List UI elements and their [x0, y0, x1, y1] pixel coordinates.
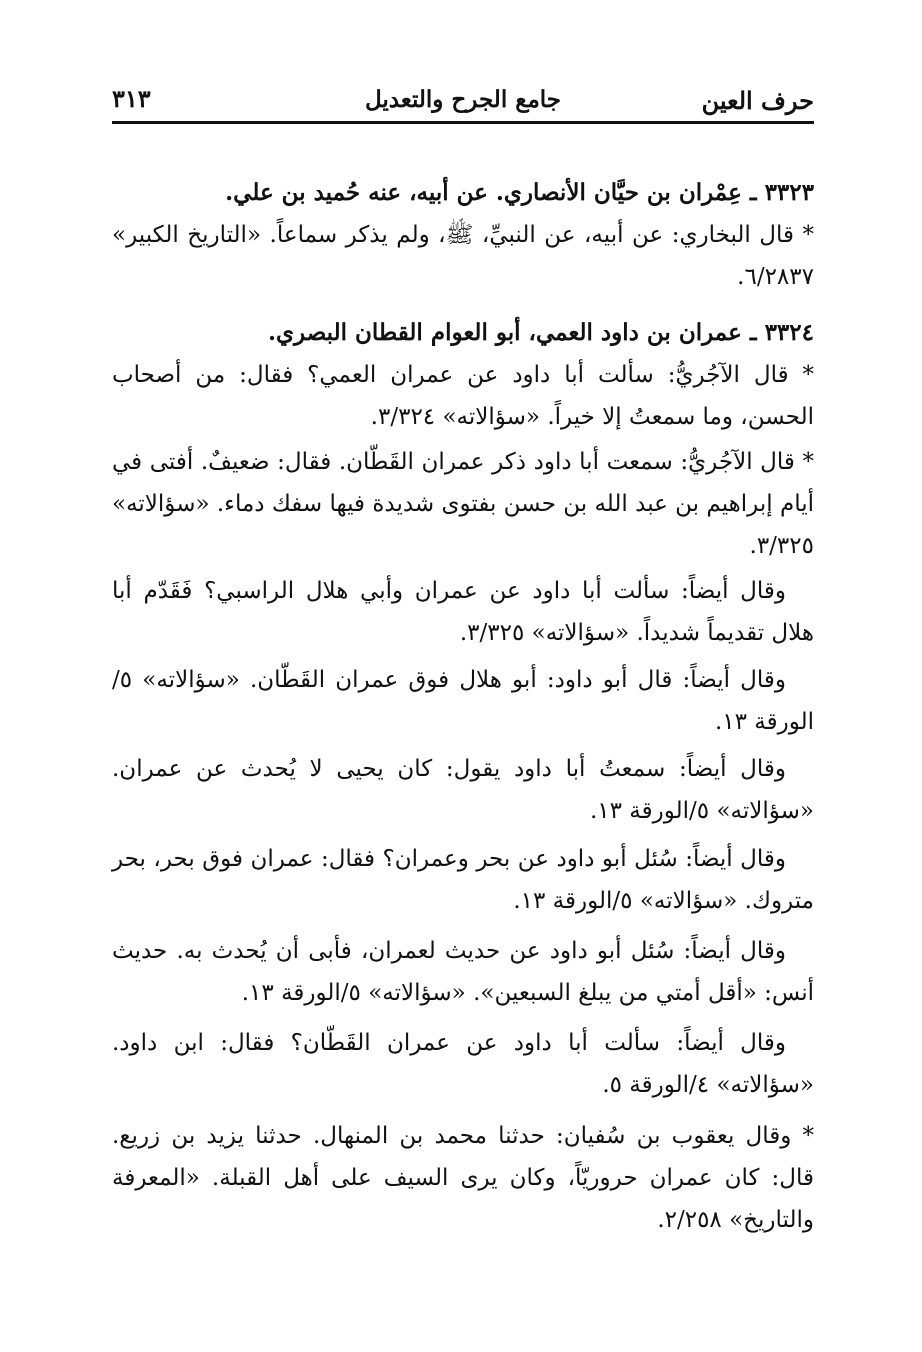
book-title: جامع الجرح والتعديل [364, 86, 562, 113]
entry-also-said-1: وقال أيضاً: سألت أبا داود عن عمران وأبي هلال الراسبي؟ فَقَدّم أبا هلال تقديماً شديداً. «سؤالاته» ٣/٣٢٥. [112, 578, 814, 646]
entry-also-said-5: وقال أيضاً: سُئل أبو داود عن حديث لعمران، فأبى أن يُحدث به. حديث أنس: «أقل أمتي من يبلغ السبعين». «سؤالاته» ٥/الورقة ١٣. [112, 938, 814, 1006]
entry-also-said-2: وقال أيضاً: قال أبو داود: أبو هلال فوق عمران القَطّان. «سؤالاته» ٥/الورقة ١٣. [112, 667, 814, 735]
page-header [112, 82, 814, 118]
entry-heading-3324: ٣٣٢٤ ـ عمران بن داود العمي، أبو العوام القطان البصري. [268, 319, 814, 346]
entry-yaqub-quote: * وقال يعقوب بن سُفيان: حدثنا محمد بن المنهال. حدثنا يزيد بن زريع. قال: كان عمران حروريّاً، وكان يرى السيف على أهل القبلة. «المعرفة والتاريخ» ٢/٢٥٨. [112, 1123, 814, 1233]
header-rule [112, 121, 814, 124]
entry-ajurri-quote-1: * قال الآجُريُّ: سألت أبا داود عن عمران العمي؟ فقال: من أصحاب الحسن، وما سمعتُ إلا خيراً. «سؤالاته» ٣/٣٢٤. [112, 362, 814, 430]
entry-also-said-6: وقال أيضاً: سألت أبا داود عن عمران القَطّان؟ فقال: ابن داود. «سؤالاته» ٤/الورقة ٥. [112, 1030, 814, 1098]
entry-bukhari-quote: * قال البخاري: عن أبيه، عن النبيِّ، ﷺ، ولم يذكر سماعاً. «التاريخ الكبير» ٦/٢٨٣٧. [112, 222, 814, 290]
entry-ajurri-quote-2: * قال الآجُريُّ: سمعت أبا داود ذكر عمران القَطّان. فقال: ضعيفٌ. أفتى في أيام إبراهيم بن عبد الله بن حسن بفتوى شديدة فيها سفك دماء. «سؤالاته» ٣/٣٢٥. [112, 449, 814, 559]
entry-heading-3323: ٣٣٢٣ ـ عِمْران بن حيَّان الأنصاري. عن أبيه، عنه حُميد بن علي. [225, 179, 814, 206]
chapter-title: حرف العين [701, 86, 814, 115]
entry-also-said-3: وقال أيضاً: سمعتُ أبا داود يقول: كان يحيى لا يُحدث عن عمران. «سؤالاته» ٥/الورقة ١٣. [112, 756, 814, 824]
entry-also-said-4: وقال أيضاً: سُئل أبو داود عن بحر وعمران؟ فقال: عمران فوق بحر، بحر متروك. «سؤالاته» ٥/الورقة ١٣. [112, 846, 814, 914]
page-number: ٣١٣ [112, 84, 151, 113]
